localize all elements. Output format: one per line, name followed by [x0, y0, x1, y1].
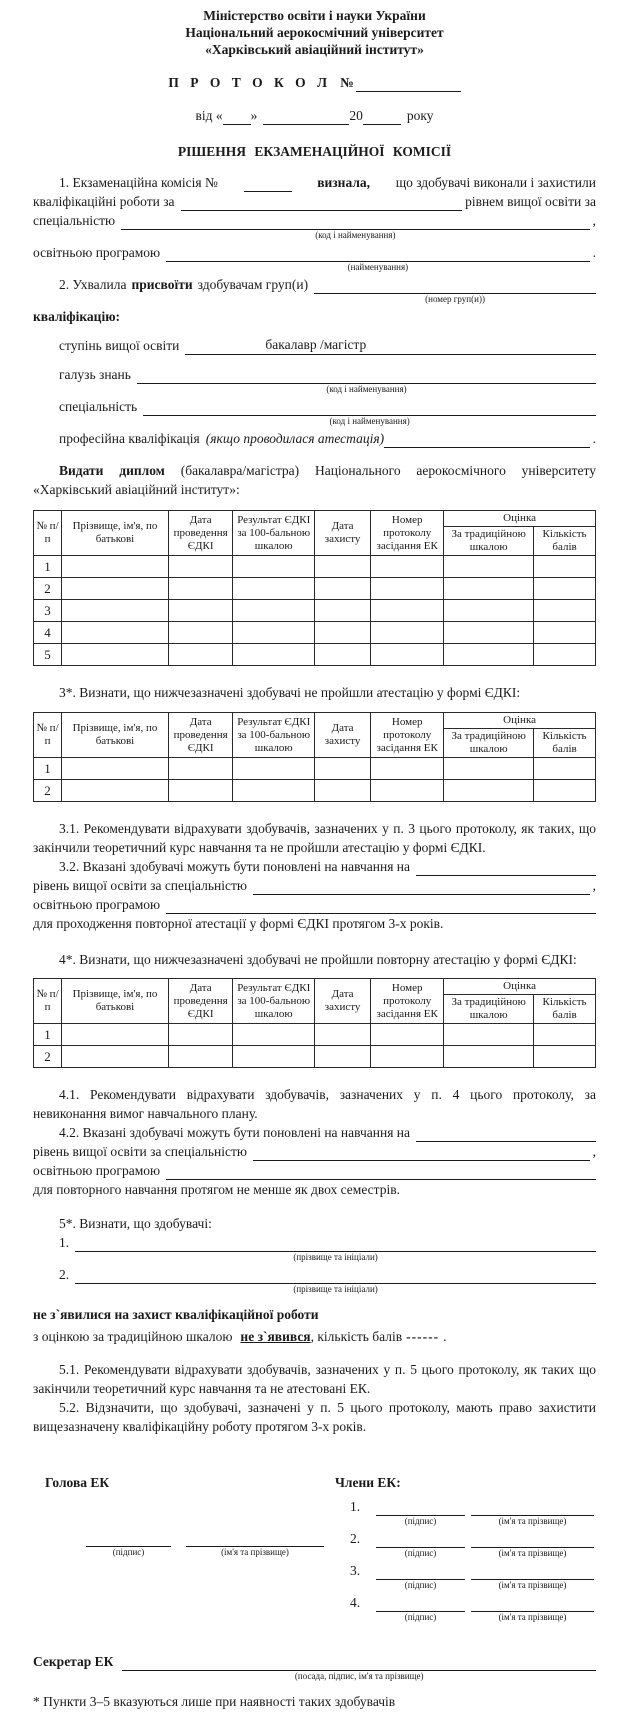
member-name-blank[interactable] [471, 1529, 594, 1558]
table-cell[interactable] [534, 600, 596, 622]
table-cell[interactable] [371, 578, 444, 600]
head-name-blank[interactable] [186, 1528, 324, 1557]
col-header-defense-date: Дата захисту [314, 713, 370, 758]
table-cell[interactable] [444, 644, 534, 666]
table-cell[interactable] [444, 622, 534, 644]
col-header-num: № п/п [34, 713, 62, 758]
table-cell[interactable] [534, 1046, 596, 1068]
row-number: 4 [34, 622, 62, 644]
col-header-grade: Оцінка [444, 713, 596, 729]
name-caption: (ім'я та прізвище) [498, 1612, 567, 1622]
table-header-row [34, 713, 596, 729]
col-header-name: Прізвище, ім'я, по батькові [62, 713, 169, 758]
clause-3-2 [33, 857, 596, 933]
col-header-edki-date: Дата проведення ЄДКІ [168, 511, 233, 556]
c42-comma: , [592, 1144, 596, 1159]
program-line [33, 243, 596, 272]
col-header-defense-date: Дата захисту [314, 979, 370, 1024]
item-number: 2. [59, 1267, 70, 1282]
member-name-blank[interactable] [471, 1561, 594, 1590]
group-line [33, 275, 596, 304]
clause-4-2-line-3 [33, 1161, 596, 1180]
commission-number-blank[interactable] [244, 173, 292, 192]
secretary-caption: (посада, підпис, ім'я та прізвище) [294, 1671, 424, 1681]
table-cell[interactable] [62, 600, 169, 622]
degree-line [33, 336, 596, 355]
member-name-blank[interactable] [471, 1497, 594, 1526]
s2-text-c: здобувачам груп(и) [197, 277, 309, 292]
signature-caption: (підпис) [112, 1547, 145, 1557]
program-caption: (найменування) [347, 262, 409, 272]
member-name-blank[interactable] [471, 1593, 594, 1622]
program-label: освітньою програмою [33, 245, 161, 260]
secretary-label: Секретар ЕК [33, 1654, 114, 1669]
member-signature-blank[interactable] [376, 1529, 465, 1558]
date-line [33, 106, 596, 125]
table-cell[interactable] [371, 556, 444, 578]
table-header-row [34, 979, 596, 995]
table-cell[interactable] [444, 600, 534, 622]
protocol-number-sign: № [340, 75, 354, 90]
c42-specialty-blank[interactable] [253, 1142, 590, 1161]
row-number: 3 [34, 600, 62, 622]
protocol-title-line [33, 73, 596, 92]
branch-caption: (код і найменування) [326, 384, 407, 394]
table-cell[interactable] [314, 780, 370, 802]
col-header-protocol-number: Номер протоколу засідання ЕК [371, 511, 444, 556]
table-cell[interactable] [62, 578, 169, 600]
specialty2-caption: (код і найменування) [329, 416, 410, 426]
col-header-name: Прізвище, ім'я, по батькові [62, 511, 169, 556]
degree-value: бакалавр /магістр [265, 337, 367, 352]
table-cell[interactable] [62, 644, 169, 666]
table-cell[interactable] [371, 1046, 444, 1068]
clause-5-2: 5.2. Відзначити, що здобувачі, зазначені у п. 5 цього протоколу, мають право захистити вищезазначену кваліфікаційну роботу протягом 3-х років. [33, 1400, 596, 1434]
member-signature-row [324, 1593, 620, 1622]
specialty-label: спеціальністю [33, 213, 116, 228]
signature-caption: (підпис) [404, 1516, 437, 1526]
specialty-line [33, 211, 596, 240]
table-cell[interactable] [534, 780, 596, 802]
s1-text-c: що здобувачі виконали і захистили [395, 175, 596, 190]
clause-4-2-line-4: для повторного навчання протягом не менше як двох семестрів. [33, 1182, 400, 1197]
diploma-paragraph [33, 461, 596, 499]
member-number: 2. [350, 1531, 361, 1546]
head-of-commission-label: Голова ЕК [45, 1475, 110, 1490]
table-cell[interactable] [233, 600, 314, 622]
col-header-protocol-number: Номер протоколу засідання ЕК [371, 713, 444, 758]
section-1-line-2 [33, 192, 596, 211]
protocol-word: П Р О Т О К О Л [168, 75, 332, 90]
clause-3-2-line-2 [33, 876, 596, 895]
member-signature-row [324, 1529, 620, 1558]
table-cell[interactable] [314, 758, 370, 780]
c42-text-a: 4.2. Вказані здобувачі можуть бути поновлені на навчання на [59, 1125, 411, 1140]
education-level-blank[interactable] [181, 192, 463, 211]
table-cell[interactable] [233, 644, 314, 666]
specialty2-blank[interactable] [143, 397, 596, 426]
diploma-table [33, 510, 596, 666]
name-caption: (ім'я та прізвище) [498, 1548, 567, 1558]
specialty-caption: (код і найменування) [315, 230, 396, 240]
secretary-line [33, 1652, 596, 1681]
student-name-caption: (прізвище та ініціали) [293, 1284, 378, 1294]
table-cell[interactable] [371, 780, 444, 802]
specialty2-line [33, 397, 596, 426]
name-caption: (ім'я та прізвище) [221, 1547, 289, 1557]
table-row [34, 644, 596, 666]
clause-3-2-line-1 [33, 857, 596, 876]
table-row [34, 600, 596, 622]
grade-pre-text: з оцінкою за традиційною шкалою [33, 1329, 233, 1344]
members-of-commission-block [324, 1473, 620, 1625]
col-header-traditional-scale: За традиційною шкалою [444, 729, 534, 758]
col-header-points: Кількість балів [534, 995, 596, 1024]
table-cell[interactable] [168, 556, 233, 578]
c32-comma: , [592, 878, 596, 893]
table-cell[interactable] [444, 1024, 534, 1046]
table-cell[interactable] [314, 644, 370, 666]
clause-3-1: 3.1. Рекомендувати відрахувати здобувачів, зазначених у п. 3 цього протоколу, як таких, що закінчили теоретичний курс навчання та не пройшли атестацію у формі ЄДКІ. [33, 821, 596, 855]
c32-program-blank[interactable] [166, 895, 596, 914]
table-cell[interactable] [233, 1024, 314, 1046]
branch-blank[interactable] [137, 365, 596, 394]
grade-noshow-bold: не з`явився [240, 1329, 311, 1344]
col-header-num: № п/п [34, 511, 62, 556]
c32-text-b: рівень вищої освіти за спеціальністю [33, 878, 247, 893]
table-cell[interactable] [314, 622, 370, 644]
program-period: . [592, 245, 596, 260]
table-cell[interactable] [444, 780, 534, 802]
s1-text-level: рівнем вищої освіти за [465, 194, 596, 209]
date-quote-close: » [250, 108, 258, 123]
row-number: 1 [34, 758, 62, 780]
s1-text-works: кваліфікаційні роботи за [33, 194, 175, 209]
signatures-block [33, 1473, 596, 1625]
col-header-defense-date: Дата захисту [314, 511, 370, 556]
table-cell[interactable] [534, 622, 596, 644]
institute-line: «Харківський авіаційний інститут» [205, 42, 424, 57]
signature-caption: (підпис) [404, 1612, 437, 1622]
date-day-blank[interactable] [223, 106, 251, 125]
table-cell[interactable] [314, 1046, 370, 1068]
table-cell[interactable] [168, 780, 233, 802]
s1-text-a: 1. Екзаменаційна комісія № [59, 175, 218, 190]
col-header-grade: Оцінка [444, 979, 596, 995]
ministry-line: Міністерство освіти і науки України [203, 8, 426, 23]
member-number: 3. [350, 1563, 361, 1578]
table-row [34, 1024, 596, 1046]
s2-bold-prysvoity: присвоїти [131, 277, 193, 292]
protocol-number-blank[interactable] [356, 73, 461, 92]
grade-dashes: ------ [406, 1329, 440, 1344]
s2-text-a: 2. Ухвалила [59, 277, 127, 292]
table-cell[interactable] [62, 1046, 169, 1068]
prof-qual-blank[interactable] [384, 429, 590, 448]
table-cell[interactable] [371, 758, 444, 780]
table-cell[interactable] [62, 556, 169, 578]
table-cell[interactable] [534, 1024, 596, 1046]
member-signature-row [324, 1561, 620, 1590]
diploma-bold: Видати диплом [59, 463, 165, 478]
student-name-blank[interactable] [75, 1265, 596, 1294]
name-caption: (ім'я та прізвище) [498, 1516, 567, 1526]
table-cell[interactable] [62, 622, 169, 644]
row-number: 2 [34, 578, 62, 600]
table-row [34, 578, 596, 600]
table-cell[interactable] [534, 556, 596, 578]
table-cell[interactable] [371, 1024, 444, 1046]
head-signature-blank[interactable] [86, 1528, 171, 1557]
table-cell[interactable] [314, 578, 370, 600]
table-cell[interactable] [314, 1024, 370, 1046]
program-blank[interactable] [166, 243, 590, 272]
s1-bold-vyznala: визнала, [317, 175, 371, 190]
prof-qual-period: . [592, 431, 596, 446]
col-header-edki-result: Результат ЄДКІ за 100-бальною шкалою [233, 511, 314, 556]
col-header-name: Прізвище, ім'я, по батькові [62, 979, 169, 1024]
item-number: 1. [59, 1235, 70, 1250]
row-number: 2 [34, 1046, 62, 1068]
branch-label: галузь знань [59, 367, 131, 382]
table-cell[interactable] [534, 758, 596, 780]
no-show-grade-line [33, 1327, 596, 1346]
specialty-blank[interactable] [121, 211, 589, 240]
table-cell[interactable] [168, 600, 233, 622]
col-header-points: Кількість балів [534, 729, 596, 758]
c42-text-b: рівень вищої освіти за спеціальністю [33, 1144, 247, 1159]
table-row [34, 622, 596, 644]
members-label: Члени ЕК: [335, 1475, 401, 1490]
secretary-blank[interactable] [122, 1652, 596, 1681]
table-row [34, 780, 596, 802]
table-cell[interactable] [168, 1024, 233, 1046]
diploma-rest: (бакалавра/магістра) Національного аерокосмічного університету «Харківський авіаційний інститут»: [33, 463, 596, 497]
c32-level-blank[interactable] [416, 857, 596, 876]
signature-caption: (підпис) [404, 1548, 437, 1558]
table-cell[interactable] [62, 1024, 169, 1046]
clause-5-1: 5.1. Рекомендувати відрахувати здобувачів, зазначених у п. 5 цього протоколу, як таких що закінчили теоретичний курс навчання та не атестовані ЕК. [33, 1362, 596, 1396]
date-year-prefix: 20 [349, 108, 363, 123]
col-header-traditional-scale: За традиційною шкалою [444, 527, 534, 556]
date-from-text: від « [195, 108, 223, 123]
row-number: 5 [34, 644, 62, 666]
prof-qual-label: професійна кваліфікація [59, 431, 200, 446]
table-cell[interactable] [444, 578, 534, 600]
member-signature-blank[interactable] [376, 1561, 465, 1590]
member-number: 1. [350, 1499, 361, 1514]
qualification-label: кваліфікацію: [33, 309, 121, 324]
table-cell[interactable] [62, 758, 169, 780]
clause-3-2-line-3 [33, 895, 596, 914]
professional-qualification-line [33, 429, 596, 448]
c42-level-blank[interactable] [416, 1123, 596, 1142]
table-cell[interactable] [444, 556, 534, 578]
table-header-row [34, 511, 596, 527]
grade-period: . [443, 1329, 447, 1344]
section-4-title: 4*. Визнати, що нижчезазначені здобувачі не пройшли повторну атестацію у формі ЄДКІ: [59, 952, 577, 967]
member-signature-blank[interactable] [376, 1593, 465, 1622]
footnote: * Пункти 3–5 вказуються лише при наявності таких здобувачів [33, 1694, 396, 1709]
section-3-title: 3*. Визнати, що нижчезазначені здобувачі не пройшли атестацію у формі ЄДКІ: [59, 685, 521, 700]
head-of-commission-block [33, 1473, 324, 1557]
section-5-title: 5*. Визнати, що здобувачі: [59, 1216, 212, 1231]
c42-text-c: освітньою програмою [33, 1163, 161, 1178]
signature-caption: (підпис) [404, 1580, 437, 1590]
table-cell[interactable] [62, 780, 169, 802]
clause-4-2 [33, 1123, 596, 1199]
clause-4-2-line-1 [33, 1123, 596, 1142]
table-row [34, 556, 596, 578]
grade-mid-text: , кількість балів [310, 1329, 403, 1344]
clause-4-1: 4.1. Рекомендувати відрахувати здобувачів, зазначених у п. 4 цього протоколу, за невиконання вимог навчального плану. [33, 1087, 596, 1121]
date-year-blank[interactable] [363, 106, 401, 125]
degree-blank[interactable] [185, 336, 596, 355]
col-header-edki-date: Дата проведення ЄДКІ [168, 713, 233, 758]
degree-label: ступінь вищої освіти [59, 338, 180, 353]
no-show-statement: не з`явилися на захист кваліфікаційної роботи [33, 1307, 319, 1322]
table-cell[interactable] [233, 556, 314, 578]
c32-text-a: 3.2. Вказані здобувачі можуть бути поновлені на навчання на [59, 859, 411, 874]
table-cell[interactable] [168, 644, 233, 666]
table-cell[interactable] [444, 758, 534, 780]
member-signature-blank[interactable] [376, 1497, 465, 1526]
table-cell[interactable] [168, 578, 233, 600]
col-header-edki-result: Результат ЄДКІ за 100-бальною шкалою [233, 713, 314, 758]
col-header-grade: Оцінка [444, 511, 596, 527]
row-number: 1 [34, 1024, 62, 1046]
prof-qual-italic-note: (якщо проводилася атестація) [205, 431, 385, 446]
c32-specialty-blank[interactable] [253, 876, 590, 895]
table-row [34, 758, 596, 780]
university-line: Національний аерокосмічний університет [185, 25, 444, 40]
date-month-blank[interactable] [263, 106, 349, 125]
table-cell[interactable] [314, 600, 370, 622]
group-number-blank[interactable] [314, 275, 596, 304]
head-signature-row [33, 1528, 324, 1557]
table-cell[interactable] [444, 1046, 534, 1068]
table-cell[interactable] [371, 644, 444, 666]
col-header-edki-result: Результат ЄДКІ за 100-бальною шкалою [233, 979, 314, 1024]
document-header [33, 7, 596, 58]
group-number-caption: (номер груп(и)) [425, 294, 485, 304]
table-cell[interactable] [534, 578, 596, 600]
table-cell[interactable] [233, 1046, 314, 1068]
student-name-line-1 [33, 1233, 596, 1262]
no-attestation-table [33, 712, 596, 802]
table-cell[interactable] [534, 644, 596, 666]
member-number: 4. [350, 1595, 361, 1610]
table-cell[interactable] [314, 556, 370, 578]
table-cell[interactable] [233, 780, 314, 802]
col-header-protocol-number: Номер протоколу засідання ЕК [371, 979, 444, 1024]
table-cell[interactable] [168, 758, 233, 780]
repeat-no-attestation-table [33, 978, 596, 1068]
c42-program-blank[interactable] [166, 1161, 596, 1180]
clause-4-2-line-2 [33, 1142, 596, 1161]
student-name-blank[interactable] [75, 1233, 596, 1262]
member-signature-row [324, 1497, 620, 1526]
section-2 [33, 275, 596, 448]
specialty2-label: спеціальність [59, 399, 138, 414]
table-row [34, 1046, 596, 1068]
table-cell[interactable] [233, 622, 314, 644]
specialty-comma: , [592, 213, 596, 228]
table-cell[interactable] [233, 578, 314, 600]
table-cell[interactable] [371, 622, 444, 644]
row-number: 2 [34, 780, 62, 802]
student-name-line-2 [33, 1265, 596, 1294]
col-header-traditional-scale: За традиційною шкалою [444, 995, 534, 1024]
student-name-caption: (прізвище та ініціали) [293, 1252, 378, 1262]
name-caption: (ім'я та прізвище) [498, 1580, 567, 1590]
table-cell[interactable] [371, 600, 444, 622]
branch-line [33, 365, 596, 394]
row-number: 1 [34, 556, 62, 578]
clause-3-2-line-4: для проходження повторної атестації у формі ЄДКІ протягом 3-х років. [33, 916, 444, 931]
table-cell[interactable] [233, 758, 314, 780]
col-header-points: Кількість балів [534, 527, 596, 556]
decision-title: РІШЕННЯ ЕКЗАМЕНАЦІЙНОЇ КОМІСІЇ [177, 144, 452, 159]
table-cell[interactable] [168, 1046, 233, 1068]
section-1 [33, 173, 596, 272]
section-1-line-1 [33, 173, 596, 192]
col-header-edki-date: Дата проведення ЄДКІ [168, 979, 233, 1024]
col-header-num: № п/п [34, 979, 62, 1024]
date-roku-text: року [406, 108, 434, 123]
c32-text-c: освітньою програмою [33, 897, 161, 912]
table-cell[interactable] [168, 622, 233, 644]
